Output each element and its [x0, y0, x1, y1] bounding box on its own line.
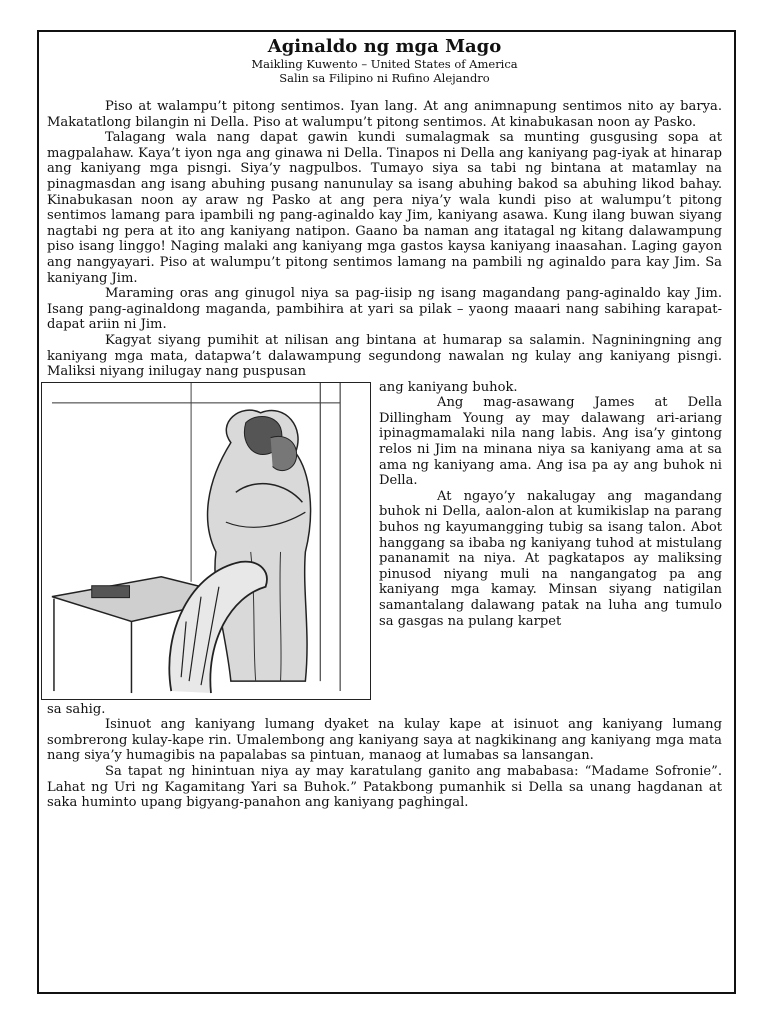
embracing-couple-drawing — [42, 383, 370, 699]
paragraph-1: Piso at walampu’t pitong sentimos. Iyan lang. At ang animnapung sentimos nito ay barya. Makatatlong bilangin ni Della. Piso at walumpu’t pitong sentimos. At kinabukasan noon ay Pasko. — [47, 99, 722, 130]
paragraph-3: Maraming oras ang ginugol niya sa pag-iisip ng isang magandang pang-aginaldo kay Jim. Isang pang-aginaldong maganda, pambihira at yari sa pilak – yaong maaari nang sabihing karapat-dapat ariin ni Jim. — [47, 286, 722, 333]
paragraph-6: At ngayo’y nakalugay ang magandang buhok ni Della, aalon-alon at kumikislap na parang buhos ng kayumangging tubig sa isang talon. Abot hanggang sa ibaba ng kaniyang tuhod at mistulang pananamit na niya. At pagkatapos ay maliksing pinusod niyang muli na nangangatog pa ang kaniyang mga kamay. Minsan siyang natigilan samantalang dalawang patak na luha ang tumulo sa gasgas na pulang karpet — [379, 488, 722, 629]
paragraph-6-end: sa sahig. — [47, 701, 106, 717]
paragraph-5: Ang mag-asawang James at Della Dillingham Young ay may dalawang ari-ariang ipinagmamalaki nila nang labis. Ang isa’y gintong relos ni Jim na minana niya sa kaniyang ama at sa ama ng kaniyang ama. Ang isa pa ay ang buhok ni Della. — [379, 395, 722, 489]
paragraph-7: Isinuot ang kaniyang lumang dyaket na kulay kape at isinuot ang kaniyang lumang sombrerong kulay-kape rin. Umalembong ang kaniyang saya at nagkikinang ang kaniyang mga mata nang siya’y humagibis na papalabas sa pintuan, manaog at lumabas sa lansangan. — [47, 717, 722, 764]
side-text-p4-end: ang kaniyang buhok. — [379, 379, 518, 395]
story-illustration — [41, 382, 371, 700]
story-title: Aginaldo ng mga Mago — [267, 36, 502, 57]
story-subtitle: Maikling Kuwento – United States of America — [251, 57, 518, 71]
paragraph-4: Kagyat siyang pumihit at nilisan ang bintana at humarap sa salamin. Nagniningning ang kaniyang mga mata, datapwa’t dalawampung segundong nawalan ng kulay ang kaniyang pisngi. Maliksi niyang inilugay nang puspusan — [47, 332, 722, 380]
paragraph-2: Talagang wala nang dapat gawin kundi sumalagmak sa munting gusgusing sopa at magpalahaw. Kaya’t iyon nga ang ginawa ni Della. Tinapos ni Della ang kaniyang pag-iyak at hinarap ang kaniyang mga pisngi. Siya’y nagpulbos. Tumayo siya sa tabi ng bintana at matamlay na pinagmasdan ang isang abuhing pusang nanunulay sa isang abuhing bakod sa abuhing likod bahay. Kinabukasan noon ay araw ng Pasko at ang pera niya’y wala kundi piso at walumpu’t pitong sentimos lamang para ipambili ng pang-aginaldo kay Jim, kaniyang asawa. Kung ilang buwan siyang nagtabi ng pera at ito ang kaniyang natipon. Gaano ba naman ang itatagal ng kitang dalawampung piso isang linggo! Naging malaki ang kaniyang mga gastos kaysa kaniyang inaasahan. Laging gayon ang nangyayari. Piso at walumpu’t pitong sentimos lamang na pambili ng aginaldo para kay Jim. Sa kaniyang Jim. — [47, 130, 722, 286]
story-page — [37, 30, 736, 994]
paragraph-8: Sa tapat ng hinintuan niya ay may karatulang ganito ang mababasa: “Madame Sofronie”. Lahat ng Uri ng Kagamitang Yari sa Buhok.” Patakbong pumanhik si Della sa unang hagdanan at saka huminto upang bigyang-panahon ang kaniyang paghingal. — [47, 764, 722, 811]
translator-credit: Salin sa Filipino ni Rufino Alejandro — [279, 71, 490, 85]
